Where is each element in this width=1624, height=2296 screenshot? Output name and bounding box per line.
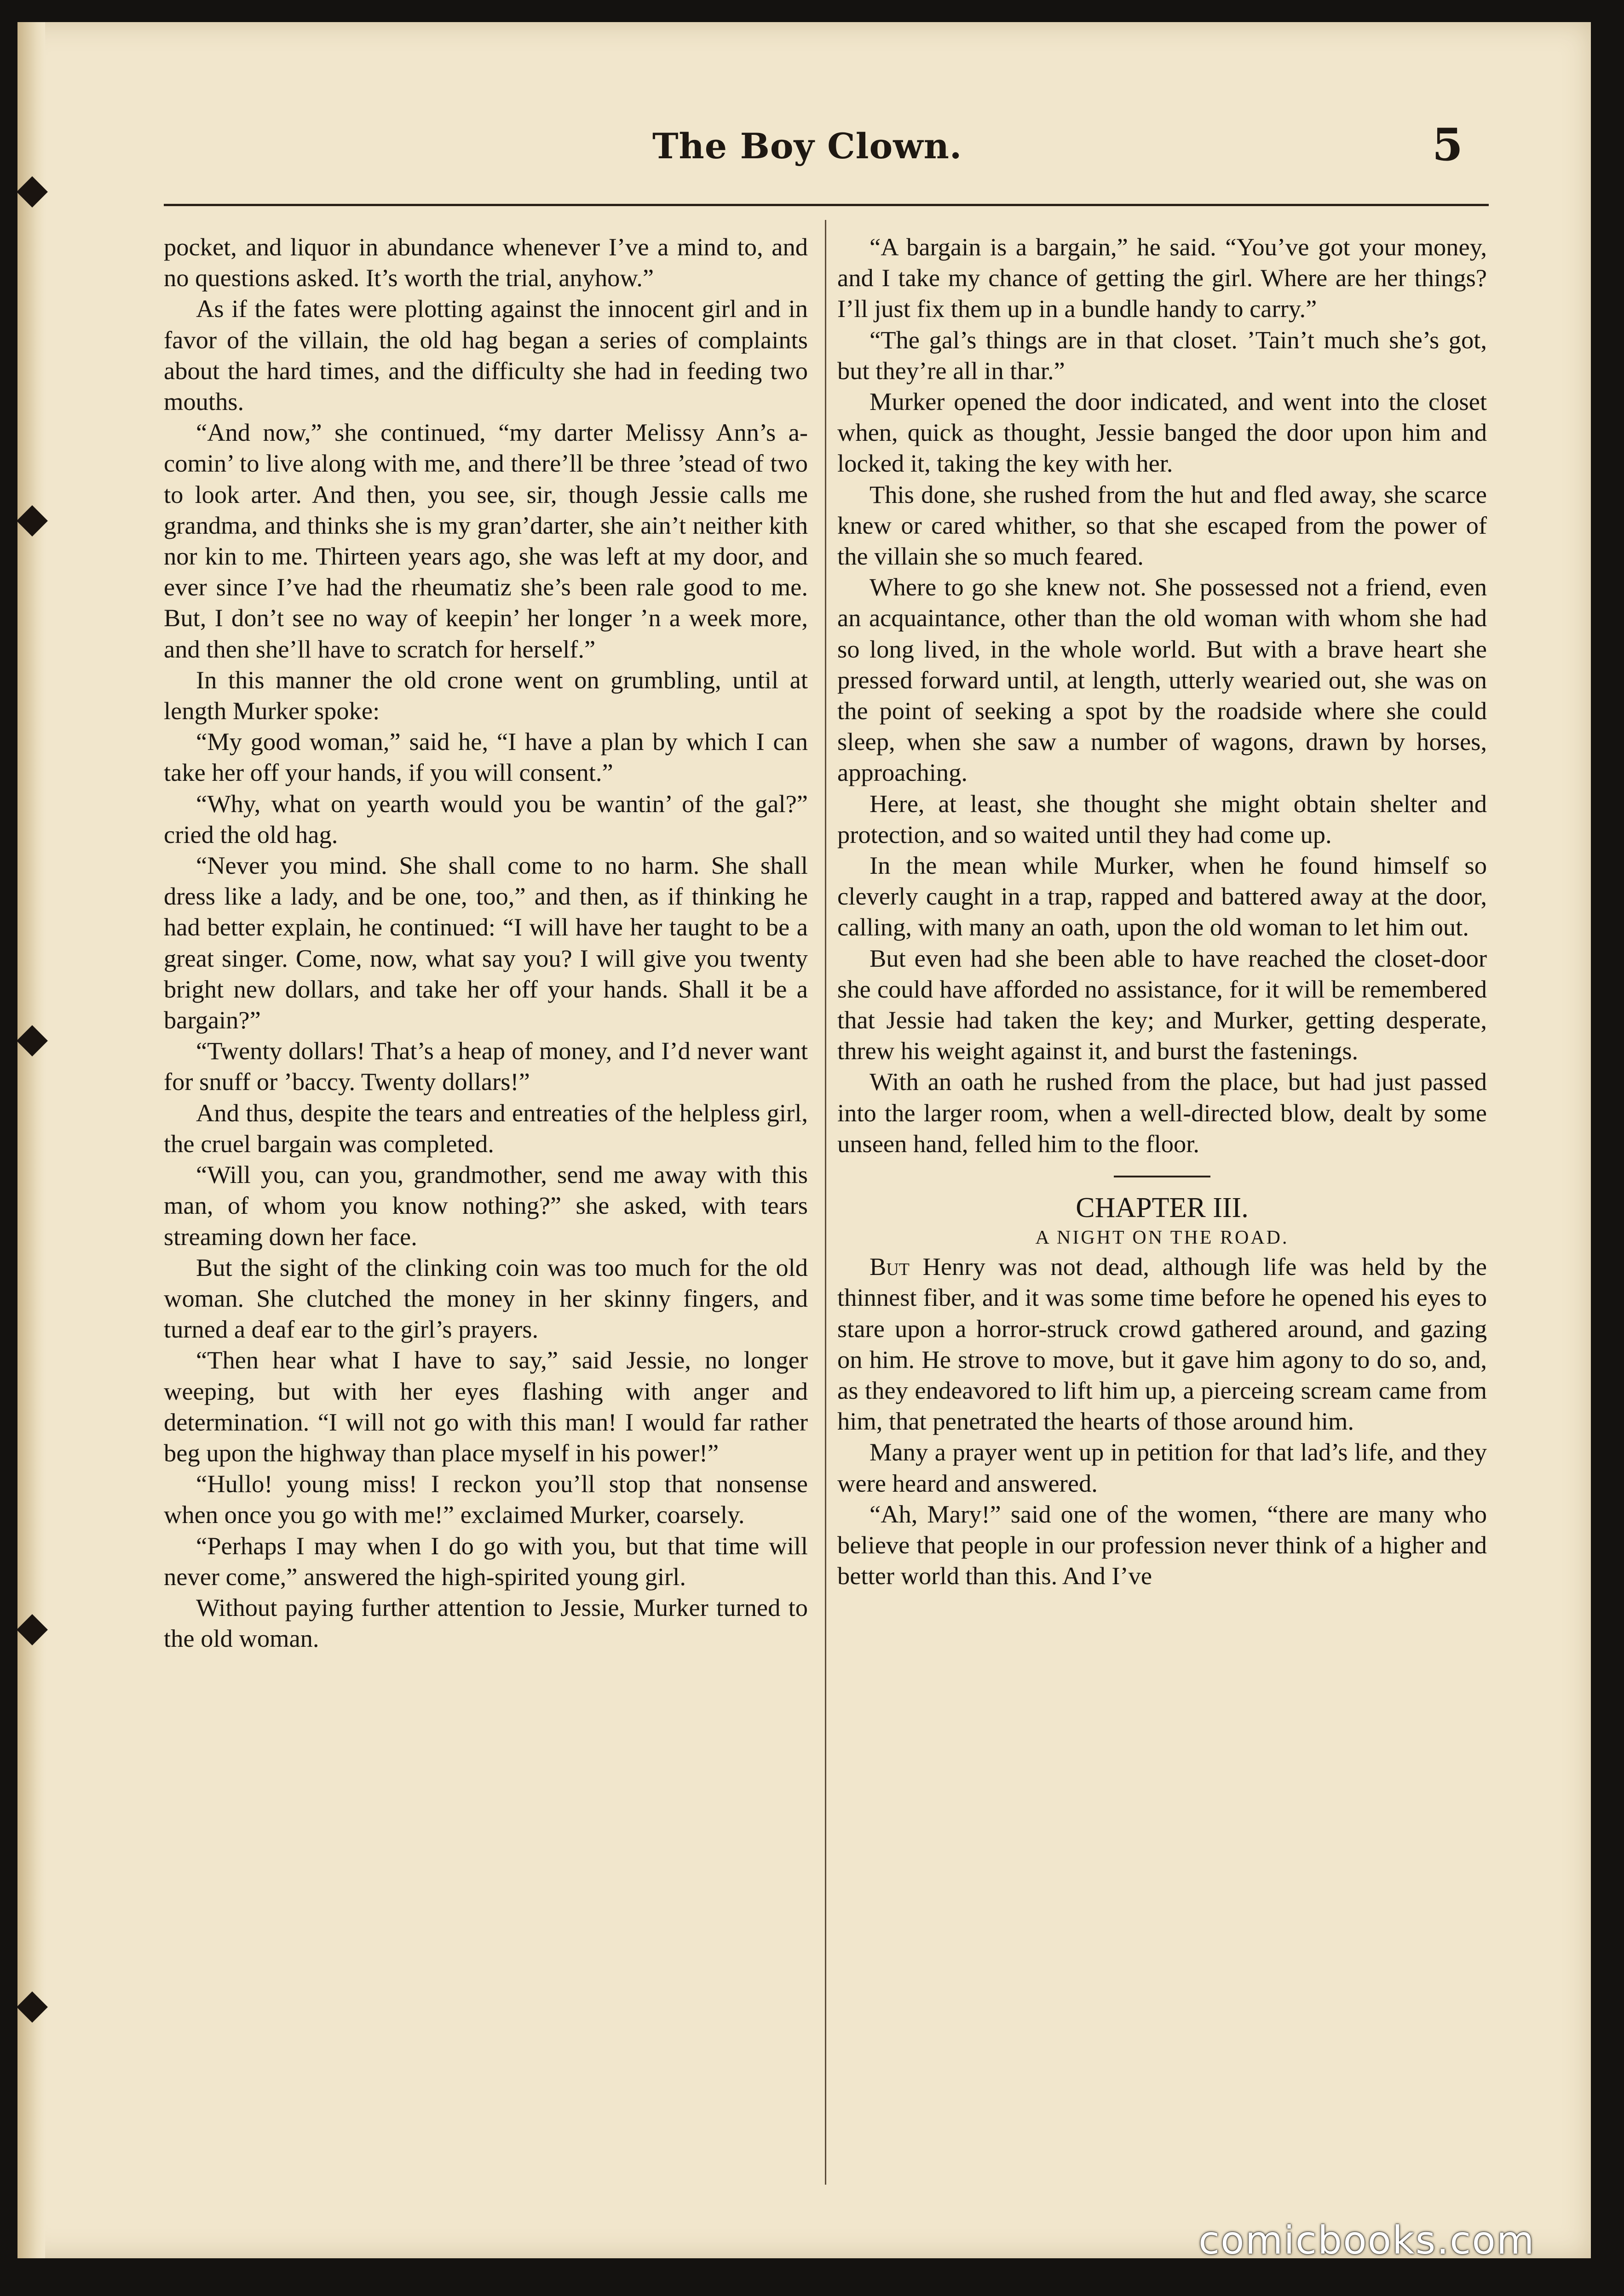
paragraph: Murker opened the door indicated, and went into the closet when, quick as thought, Jessie banged the door upon him and locked it, taking the key with her. (837, 387, 1487, 478)
chapter-separator (1114, 1176, 1210, 1177)
column-divider (825, 220, 826, 2185)
paragraph: “My good woman,” said he, “I have a plan by which I can take her off your hands, if you will consent.” (164, 727, 808, 787)
paragraph: With an oath he rushed from the place, but had just passed into the larger room, when a well-directed blow, dealt by some unseen hand, felled him to the floor. (837, 1067, 1487, 1158)
paragraph: “Ah, Mary!” said one of the women, “there are many who believe that people in our profession never think of a higher and better world than this. And I’ve (837, 1500, 1487, 1590)
page-number: 5 (1432, 119, 1463, 171)
right-column (837, 231, 1487, 1591)
paragraph: As if the fates were plotting against the innocent girl and in favor of the villain, the old hag began a series of complaints about the hard times, and the difficulty she had in feeding two mouths. (164, 294, 808, 416)
book-page (17, 22, 1591, 2258)
paragraph: In the mean while Murker, when he found himself so cleverly caught in a trap, rapped and battered away at the door, calling, with many an oath, upon the old woman to let him out. (837, 851, 1487, 941)
paragraph: This done, she rushed from the hut and fled away, she scarce knew or cared whither, so that she escaped from the power of the villain she so much feared. (837, 480, 1487, 571)
chapter-first-paragraph-text: Henry was not dead, although life was held by the thinnest fiber, and it was some time before he opened his eyes to stare upon a horror-struck crowd gathered around, and gazing on him. He strove to move, but it gave him agony to do so, and, as they endeavored to lift him up, a pierceing scream came from him, that penetrated the hearts of those around him. (837, 1252, 1487, 1436)
paragraph: “Never you mind. She shall come to no harm. She shall dress like a lady, and be one, too,” and then, as if thinking he had better explain, he continued: “I will have her taught to be a great singer. Come, now, what say you? I will give you twenty bright new dollars, and take her off your hands. Shall it be a bargain?” (164, 851, 808, 1034)
left-column (164, 231, 808, 1654)
paragraph: “Will you, can you, grandmother, send me away with this man, of whom you know nothing?” she asked, with tears streaming down her face. (164, 1160, 808, 1251)
paragraph: Without paying further attention to Jessie, Murker turned to the old woman. (164, 1593, 808, 1653)
binding-hole (17, 1025, 48, 1056)
paragraph: In this manner the old crone went on grumbling, until at length Murker spoke: (164, 665, 808, 725)
header-rule (164, 204, 1489, 206)
paragraph: Here, at least, she thought she might obtain shelter and protection, and so waited until they had come up. (837, 789, 1487, 848)
paragraph: And thus, despite the tears and entreaties of the helpless girl, the cruel bargain was completed. (164, 1098, 808, 1158)
binding-hole (17, 176, 48, 208)
binding-hole (17, 1991, 48, 2023)
paragraph: “Hullo! young miss! I reckon you’ll stop that nonsense when once you go with me!” exclaimed Murker, coarsely. (164, 1470, 808, 1529)
paragraph: But the sight of the clinking coin was too much for the old woman. She clutched the money in her skinny fingers, and turned a deaf ear to the girl’s prayers. (164, 1253, 808, 1344)
binding-hole (17, 1614, 48, 1645)
paragraph: “The gal’s things are in that closet. ’Tain’t much she’s got, but they’re all in thar.” (837, 325, 1487, 385)
page-spine (17, 22, 45, 2258)
paragraph: Many a prayer went up in petition for that lad’s life, and they were heard and answered. (837, 1438, 1487, 1497)
paragraph: “And now,” she continued, “my darter Melissy Ann’s a-comin’ to live along with me, and there’ll be three ’stead of two to look arter. And then, you see, sir, though Jessie calls me grandma, and thinks she is my gran’darter, she ain’t neither kith nor kin to me. Thirteen years ago, she was left at my door, and ever since I’ve had the rheumatiz she’s been rale good to me. But, I don’t see no way of keepin’ her longer ’n a week more, and then she’ll have to scratch for herself.” (164, 418, 808, 663)
paragraph: “Then hear what I have to say,” said Jessie, no longer weeping, but with her eyes flashing with anger and determination. “I will not go with this man! I would far rather beg upon the highway than place myself in his power!” (164, 1346, 808, 1467)
watermark: comicbooks.com (1198, 2218, 1535, 2263)
paragraph: pocket, and liquor in abundance whenever I’ve a mind to, and no questions asked. It’s worth the trial, anyhow.” (164, 233, 808, 292)
running-head: The Boy Clown. (652, 126, 962, 167)
chapter-first-paragraph (837, 1251, 1487, 1436)
chapter-title: CHAPTER III. (1076, 1192, 1249, 1224)
binding-hole (17, 505, 48, 537)
paragraph: Where to go she knew not. She possessed not a friend, even an acquaintance, other than the old woman with whom she had so long lived, in the whole world. But with a brave heart she pressed forward until, at length, utterly wearied out, she was on the point of seeking a spot by the roadside where she could sleep, when she saw a number of wagons, drawn by horses, approaching. (837, 573, 1487, 787)
chapter-lead-word: But (870, 1252, 910, 1281)
paragraph: But even had she been able to have reached the closet-door she could have afforded no assistance, for it will be remembered that Jessie had taken the key; and Murker, getting desperate, threw his weight against it, and burst the fastenings. (837, 944, 1487, 1065)
paragraph: “Perhaps I may when I do go with you, but that time will never come,” answered the high-spirited young girl. (164, 1531, 808, 1591)
paragraph: “A bargain is a bargain,” he said. “You’ve got your money, and I take my chance of getting the girl. Where are her things? I’ll just fix them up in a bundle handy to carry.” (837, 233, 1487, 323)
paragraph: “Twenty dollars! That’s a heap of money, and I’d never want for snuff or ’baccy. Twenty dollars!” (164, 1037, 808, 1096)
chapter-subtitle: A NIGHT ON THE ROAD. (1035, 1227, 1289, 1249)
paragraph: “Why, what on yearth would you be wantin’ of the gal?” cried the old hag. (164, 789, 808, 848)
